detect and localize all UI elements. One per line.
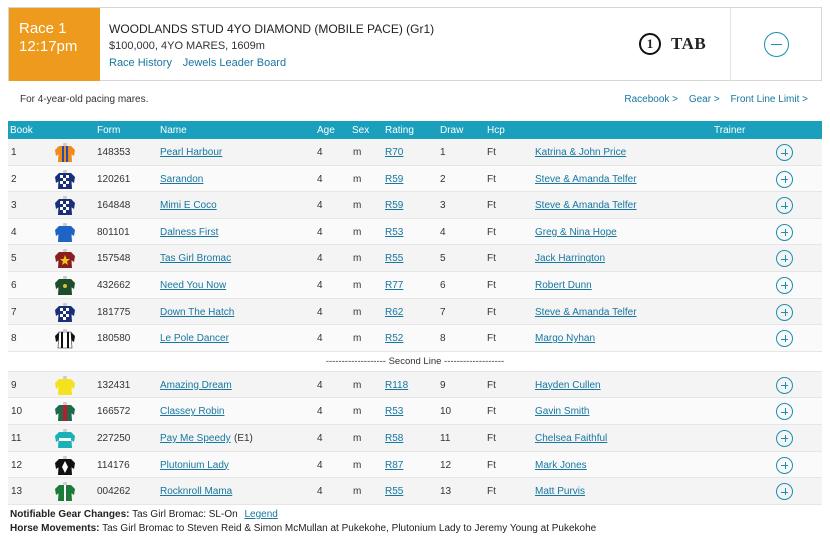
runner-rating-link[interactable]: R55 <box>385 253 404 265</box>
runner-draw: 8 <box>440 333 446 345</box>
jockey-silk-icon <box>55 248 75 269</box>
runner-form: 004262 <box>97 486 131 498</box>
runner-form: 164848 <box>97 200 131 212</box>
runner-hcp: Ft <box>487 147 496 158</box>
runner-name-link[interactable]: Plutonium Lady <box>160 459 229 471</box>
runner-name-link[interactable]: Classey Robin <box>160 406 225 418</box>
runner-book: 3 <box>11 200 17 212</box>
col-book: Book <box>10 125 33 136</box>
runner-book: 8 <box>11 333 17 345</box>
second-line-divider: ------------------- Second Line ------------------- <box>8 352 822 372</box>
race-time: 12:17pm <box>19 38 78 55</box>
runner-draw: 2 <box>440 173 446 185</box>
runner-sex: m <box>353 379 362 391</box>
runner-sex: m <box>353 333 362 345</box>
runner-name-link[interactable]: Le Pole Dancer <box>160 333 229 345</box>
jockey-silk-icon <box>55 375 75 396</box>
add-runner-plus-icon[interactable] <box>776 330 793 347</box>
gear-link[interactable]: Gear > <box>688 94 720 105</box>
runner-form: 181775 <box>97 306 131 318</box>
field-table <box>8 121 822 505</box>
gear-changes-label: Notifiable Gear Changes: <box>10 509 130 520</box>
table-row <box>8 325 822 352</box>
runner-form: 166572 <box>97 406 131 418</box>
top-links <box>616 94 808 105</box>
runner-sex: m <box>353 432 362 444</box>
runner-sex: m <box>353 253 362 265</box>
runner-sex: m <box>353 147 362 158</box>
race-description: For 4-year-old pacing mares. <box>20 94 149 105</box>
runner-age: 4 <box>317 333 323 345</box>
runner-draw: 11 <box>440 432 451 444</box>
runner-form: 148353 <box>97 147 131 158</box>
runner-age: 4 <box>317 406 323 418</box>
add-runner-plus-icon[interactable] <box>776 197 793 214</box>
runner-name-link[interactable]: Dalness First <box>160 226 219 238</box>
runner-trainer-link[interactable]: Matt Purvis <box>535 486 586 498</box>
table-row <box>8 245 822 272</box>
description-row <box>8 81 822 119</box>
runner-age: 4 <box>317 459 323 471</box>
front-line-rows <box>8 139 822 352</box>
runner-book: 12 <box>11 459 23 471</box>
runner-form: 180580 <box>97 333 131 345</box>
runner-rating-link[interactable]: R62 <box>385 306 404 318</box>
horse-movements <box>10 522 596 536</box>
gear-changes-text: Tas Girl Bromac: SL-On <box>132 509 238 520</box>
table-header <box>8 121 822 139</box>
runner-sex: m <box>353 173 362 185</box>
add-runner-plus-icon[interactable] <box>776 304 793 321</box>
runner-form: 132431 <box>97 379 131 391</box>
col-name: Name <box>160 125 187 136</box>
runner-trainer-link[interactable]: Jack Harrington <box>535 253 606 265</box>
second-line-rows <box>8 372 822 505</box>
runner-sex: m <box>353 306 362 318</box>
runner-trainer-link[interactable]: Mark Jones <box>535 459 587 471</box>
race-links <box>109 55 434 72</box>
runner-book: 10 <box>11 406 23 418</box>
runner-rating-link[interactable]: R59 <box>385 173 404 185</box>
race-info <box>109 21 434 72</box>
runner-hcp: Ft <box>487 279 496 291</box>
runner-draw: 13 <box>440 486 452 498</box>
runner-draw: 7 <box>440 306 446 318</box>
jockey-silk-icon <box>55 169 75 190</box>
col-sex: Sex <box>352 125 370 136</box>
runner-hcp: Ft <box>487 226 496 238</box>
runner-hcp: Ft <box>487 200 496 212</box>
race-header <box>8 7 822 81</box>
runner-book: 1 <box>11 147 17 158</box>
legend-link[interactable]: Legend <box>244 509 278 520</box>
runner-form: 432662 <box>97 279 131 291</box>
jockey-silk-icon <box>55 455 75 476</box>
runner-age: 4 <box>317 279 323 291</box>
gear-changes <box>10 508 596 522</box>
runner-draw: 6 <box>440 279 446 291</box>
runner-hcp: Ft <box>487 173 496 185</box>
horse-movements-label: Horse Movements: <box>10 523 100 534</box>
add-runner-plus-icon[interactable] <box>776 277 793 294</box>
table-row <box>8 452 822 479</box>
tab-logo-text: TAB <box>671 34 707 53</box>
add-runner-plus-icon[interactable] <box>776 377 793 394</box>
runner-name-link[interactable]: Amazing Dream <box>160 379 232 391</box>
jockey-silk-icon <box>55 302 75 323</box>
table-row <box>8 192 822 219</box>
runner-hcp: Ft <box>487 459 496 471</box>
jewels-leader-board-link[interactable]: Jewels Leader Board <box>182 57 287 69</box>
runner-rating-link[interactable]: R77 <box>385 279 404 291</box>
runner-hcp: Ft <box>487 333 496 345</box>
add-runner-plus-icon[interactable] <box>776 403 793 420</box>
race-number: Race 1 <box>19 20 67 37</box>
runner-rating-link[interactable]: R70 <box>385 147 404 158</box>
jockey-silk-icon <box>55 222 75 243</box>
runner-trainer-link[interactable]: Chelsea Faithful <box>535 432 608 444</box>
collapse-button[interactable] <box>764 32 789 57</box>
runner-draw: 12 <box>440 459 452 471</box>
tab-logo-number: 1 <box>639 33 661 55</box>
jockey-silk-icon <box>55 328 75 349</box>
runner-name-link[interactable]: Need You Now <box>160 279 227 291</box>
runner-rating-link[interactable]: R55 <box>385 486 404 498</box>
runner-sex: m <box>353 486 362 498</box>
runner-age: 4 <box>317 226 323 238</box>
runner-name-link[interactable]: Pearl Harbour <box>160 147 223 158</box>
runner-sex: m <box>353 406 362 418</box>
runner-form: 801101 <box>97 226 130 238</box>
add-runner-plus-icon[interactable] <box>776 171 793 188</box>
runner-form: 120261 <box>97 173 131 185</box>
runner-trainer-link[interactable]: Robert Dunn <box>535 279 592 291</box>
runner-trainer-link[interactable]: Margo Nyhan <box>535 333 596 345</box>
runner-book: 9 <box>11 379 17 391</box>
race-history-link[interactable]: Race History <box>109 57 172 69</box>
runner-age: 4 <box>317 306 323 318</box>
jockey-silk-icon <box>55 481 75 502</box>
jockey-silk-icon <box>55 195 75 216</box>
runner-book: 2 <box>11 173 17 185</box>
table-row <box>8 372 822 399</box>
runner-hcp: Ft <box>487 432 496 444</box>
runner-age: 4 <box>317 173 323 185</box>
racebook-link[interactable]: Racebook > <box>624 94 679 105</box>
add-runner-plus-icon[interactable] <box>776 430 793 447</box>
collapse-area <box>730 8 821 81</box>
add-runner-plus-icon[interactable] <box>776 144 793 161</box>
race-subtitle: $100,000, 4YO MARES, 1609m <box>109 40 265 52</box>
runner-book: 6 <box>11 279 17 291</box>
runner-draw: 3 <box>440 200 446 212</box>
runner-form: 157548 <box>97 253 131 265</box>
runner-rating-link[interactable]: R53 <box>385 226 404 238</box>
runner-name-link[interactable]: Mimi E Coco <box>160 200 217 212</box>
runner-draw: 4 <box>440 226 446 238</box>
table-row <box>8 219 822 246</box>
table-row <box>8 139 822 166</box>
runner-sex: m <box>353 459 362 471</box>
runner-name-link[interactable]: Pay Me Speedy <box>160 432 231 444</box>
col-hcp: Hcp <box>487 125 505 136</box>
runner-name-link[interactable]: Down The Hatch <box>160 306 235 318</box>
runner-age: 4 <box>317 253 323 265</box>
runner-age: 4 <box>317 200 323 212</box>
runner-age: 4 <box>317 432 323 444</box>
add-runner-plus-icon[interactable] <box>776 483 793 500</box>
table-row <box>8 166 822 193</box>
runner-book: 13 <box>11 486 23 498</box>
runner-rating-link[interactable]: R53 <box>385 406 404 418</box>
table-row <box>8 478 822 505</box>
runner-hcp: Ft <box>487 406 496 418</box>
runner-age: 4 <box>317 486 323 498</box>
runner-form: 114176 <box>97 459 130 471</box>
runner-name-link[interactable]: Tas Girl Bromac <box>160 253 232 265</box>
jockey-silk-icon <box>55 275 75 296</box>
race-notes <box>10 508 596 536</box>
runner-rating-link[interactable]: R87 <box>385 459 404 471</box>
runner-trainer-link[interactable]: Gavin Smith <box>535 406 590 418</box>
runner-trainer-link[interactable]: Greg & Nina Hope <box>535 226 617 238</box>
runner-rating-link[interactable]: R58 <box>385 432 404 444</box>
horse-movements-text: Tas Girl Bromac to Steven Reid & Simon McMullan at Pukekohe, Plutonium Lady to Jeremy Young at Pukekohe <box>102 523 597 534</box>
runner-trainer-link[interactable]: Katrina & John Price <box>535 147 627 158</box>
jockey-silk-icon <box>55 428 75 449</box>
jockey-silk-icon <box>55 142 75 163</box>
runner-rating-link[interactable]: R118 <box>385 379 409 391</box>
runner-trainer-link[interactable]: Steve & Amanda Telfer <box>535 173 637 185</box>
runner-hcp: Ft <box>487 253 496 265</box>
col-draw: Draw <box>440 125 464 136</box>
runner-book: 7 <box>11 306 17 318</box>
runner-draw: 5 <box>440 253 446 265</box>
runner-form: 227250 <box>97 432 131 444</box>
col-form: Form <box>97 125 121 136</box>
runner-age: 4 <box>317 379 323 391</box>
runner-draw: 10 <box>440 406 452 418</box>
runner-age: 4 <box>317 147 323 158</box>
jockey-silk-icon <box>55 401 75 422</box>
runner-book: 5 <box>11 253 17 265</box>
add-runner-plus-icon[interactable] <box>776 250 793 267</box>
runner-trainer-link[interactable]: Steve & Amanda Telfer <box>535 306 637 318</box>
runner-book: 4 <box>11 226 17 238</box>
runner-sex: m <box>353 200 362 212</box>
runner-trainer-link[interactable]: Hayden Cullen <box>535 379 601 391</box>
runner-draw: 1 <box>440 147 446 158</box>
table-row <box>8 398 822 425</box>
add-runner-plus-icon[interactable] <box>776 224 793 241</box>
race-number-box <box>9 8 100 81</box>
runner-sex: m <box>353 226 362 238</box>
runner-hcp: Ft <box>487 306 496 318</box>
table-row <box>8 272 822 299</box>
runner-sex: m <box>353 279 362 291</box>
front-line-limit-link[interactable]: Front Line Limit > <box>730 94 808 105</box>
col-trainer: Trainer <box>714 125 746 136</box>
col-age: Age <box>317 125 335 136</box>
col-rating: Rating <box>385 125 414 136</box>
table-row <box>8 425 822 452</box>
race-title: WOODLANDS STUD 4YO DIAMOND (MOBILE PACE) (Gr1) <box>109 22 435 36</box>
runner-rating-link[interactable]: R52 <box>385 333 404 345</box>
runner-hcp: Ft <box>487 379 496 391</box>
runner-hcp: Ft <box>487 486 496 498</box>
runner-trainer-link[interactable]: Steve & Amanda Telfer <box>535 200 637 212</box>
runner-book: 11 <box>11 432 22 444</box>
add-runner-plus-icon[interactable] <box>776 457 793 474</box>
minus-icon <box>771 44 782 46</box>
runner-name-link[interactable]: Sarandon <box>160 173 204 185</box>
table-row <box>8 299 822 326</box>
runner-rating-link[interactable]: R59 <box>385 200 404 212</box>
runner-emergency: (E1) <box>234 432 253 444</box>
runner-name-link[interactable]: Rocknroll Mama <box>160 486 233 498</box>
runner-draw: 9 <box>440 379 446 391</box>
tab-logo <box>639 33 706 55</box>
